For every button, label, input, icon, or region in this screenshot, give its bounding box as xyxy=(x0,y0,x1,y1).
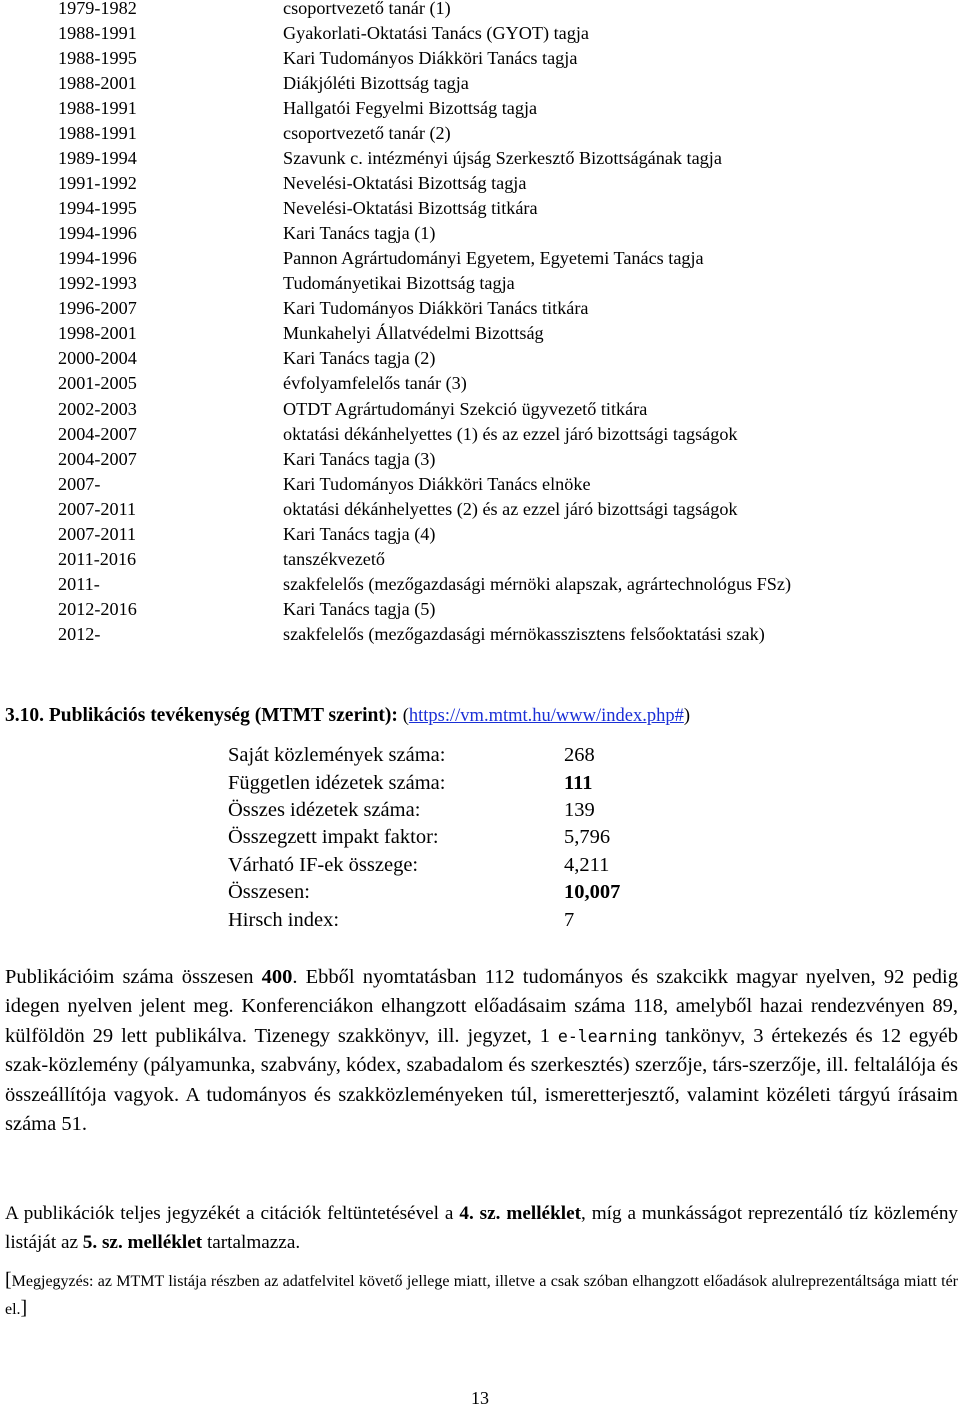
timeline-role: Diákjóléti Bizottság tagja xyxy=(283,73,469,94)
timeline-row xyxy=(58,71,958,96)
timeline-years: 2004-2007 xyxy=(58,448,137,469)
stat-label: Hirsch index: xyxy=(228,908,340,931)
timeline-years: 2002-2003 xyxy=(58,398,137,419)
note-paragraph: [Megjegyzés: az MTMT listája részben az adatfelvitel követő jellege miatt, illetve a csak szóban elhangzott előadások alulreprezentáltsága miatt tér el.] xyxy=(5,1269,958,1319)
stat-row xyxy=(228,742,620,769)
timeline-years: 2012-2016 xyxy=(58,598,137,619)
timeline-role: szakfelelős (mezőgazdasági mérnökasszisztens felsőoktatási szak) xyxy=(283,623,765,644)
timeline-role: Hallgatói Fegyelmi Bizottság tagja xyxy=(283,98,538,119)
timeline-role: Kari Tanács tagja (4) xyxy=(283,523,436,544)
timeline-years: 1988-2001 xyxy=(58,73,137,94)
timeline-years: 2007-2011 xyxy=(58,498,137,519)
timeline-row xyxy=(58,321,958,346)
stat-value: 4,211 xyxy=(564,853,610,876)
timeline-years: 2012- xyxy=(58,623,101,644)
timeline-role: Nevelési-Oktatási Bizottság tagja xyxy=(283,173,527,194)
timeline-row xyxy=(58,196,958,221)
timeline-role: csoportvezető tanár (2) xyxy=(283,123,451,144)
timeline-role: Kari Tanács tagja (5) xyxy=(283,598,436,619)
stat-row xyxy=(228,852,620,879)
timeline-years: 1989-1994 xyxy=(58,148,137,169)
stat-value: 5,796 xyxy=(564,826,611,849)
mtmt-link[interactable]: https://vm.mtmt.hu/www/index.php# xyxy=(408,706,684,726)
timeline-role: Tudományetikai Bizottság tagja xyxy=(283,273,515,294)
timeline-years: 1994-1996 xyxy=(58,223,137,244)
timeline-row xyxy=(58,171,958,196)
stat-label: Összegzett impakt faktor: xyxy=(228,826,439,849)
timeline-row xyxy=(58,221,958,246)
timeline-row xyxy=(58,46,958,71)
timeline-row xyxy=(58,371,958,396)
timeline-role: Kari Tanács tagja (1) xyxy=(283,223,436,244)
stat-value: 139 xyxy=(564,798,595,821)
timeline-role: Kari Tudományos Diákköri Tanács tagja xyxy=(283,48,578,69)
stat-row xyxy=(228,906,620,933)
timeline-years: 1994-1996 xyxy=(58,248,137,269)
timeline-role: Pannon Agrártudományi Egyetem, Egyetemi Tanács tagja xyxy=(283,248,704,269)
timeline-years: 2001-2005 xyxy=(58,373,137,394)
timeline-years: 1979-1982 xyxy=(58,0,137,19)
timeline-row xyxy=(58,447,958,472)
section-heading: 3.10. Publikációs tevékenység (MTMT szerint): (https://vm.mtmt.hu/www/index.php#) xyxy=(5,705,691,726)
timeline-years: 1991-1992 xyxy=(58,173,137,194)
timeline-row xyxy=(58,21,958,46)
stat-row xyxy=(228,879,620,906)
timeline-role: Kari Tudományos Diákköri Tanács elnöke xyxy=(283,473,591,494)
section-title: 3.10. Publikációs tevékenység (MTMT szerint): xyxy=(5,705,398,726)
timeline-role: oktatási dékánhelyettes (2) és az ezzel járó bizottsági tagságok xyxy=(283,498,738,519)
timeline-row xyxy=(58,121,958,146)
timeline-years: 1992-1993 xyxy=(58,273,137,294)
timeline-role: szakfelelős (mezőgazdasági mérnöki alapszak, agrártechnológus FSz) xyxy=(283,573,792,594)
timeline-role: csoportvezető tanár (1) xyxy=(283,0,451,19)
appendix-reference-paragraph: A publikációk teljes jegyzékét a citációk feltüntetésével a 4. sz. melléklet, míg a munkásságot reprezentáló tíz közlemény listáját az 5. sz. melléklet tartalmazza. xyxy=(5,1203,959,1253)
timeline-years: 1998-2001 xyxy=(58,323,137,344)
timeline-row xyxy=(58,0,958,21)
timeline-years: 2000-2004 xyxy=(58,348,137,369)
timeline-years: 2004-2007 xyxy=(58,423,137,444)
timeline-row xyxy=(58,246,958,271)
timeline-years: 2011-2016 xyxy=(58,548,137,569)
stat-value: 268 xyxy=(564,744,595,767)
timeline-row xyxy=(58,622,958,647)
timeline-list xyxy=(58,0,958,647)
timeline-years: 1994-1995 xyxy=(58,198,137,219)
stat-row xyxy=(228,797,620,824)
timeline-row xyxy=(58,597,958,622)
stat-label: Összes idézetek száma: xyxy=(228,798,421,821)
timeline-row xyxy=(58,497,958,522)
timeline-role: Munkahelyi Állatvédelmi Bizottság xyxy=(283,323,544,344)
timeline-row xyxy=(58,296,958,321)
stat-row xyxy=(228,769,620,796)
timeline-role: OTDT Agrártudományi Szekció ügyvezető titkára xyxy=(283,398,648,419)
stat-label: Várható IF-ek összege: xyxy=(228,853,419,876)
stat-label: Független idézetek száma: xyxy=(228,771,446,794)
publication-summary-paragraph: Publikációim száma összesen 400. Ebből nyomtatásban 112 tudományos és szakcikk magyar nyelven, 92 pedig idegen nyelven jelent meg. Konferenciákon elhangzott előadásaim száma 118, amelyből hazai rendezvényen 89, külföldön 29 lett publikálva. Tizenegy szakkönyv, ill. jegyzet, 1 e-learning tankönyv, 3 értekezés és 12 egyéb szak-közlemény (pályamunka, szabvány, kódex, szabadalom és szerkesztés) szerzője, társ-szerzője, ill. feltalálója és összeállítója vagyok. A tudományos és szakközleményeken túl, ismeretterjesztő, valamint közéleti tárgyú írásaim száma 51. xyxy=(5,966,958,1136)
timeline-row xyxy=(58,146,958,171)
timeline-years: 2007- xyxy=(58,473,101,494)
stat-label: Saját közlemények száma: xyxy=(228,744,446,767)
timeline-role: Szavunk c. intézményi újság Szerkesztő Bizottságának tagja xyxy=(283,148,722,169)
timeline-years: 2007-2011 xyxy=(58,523,137,544)
timeline-years: 1996-2007 xyxy=(58,298,137,319)
timeline-row xyxy=(58,472,958,497)
timeline-row xyxy=(58,522,958,547)
timeline-years: 1988-1995 xyxy=(58,48,137,69)
timeline-row xyxy=(58,96,958,121)
timeline-years: 1988-1991 xyxy=(58,98,137,119)
timeline-row xyxy=(58,346,958,371)
timeline-role: Kari Tanács tagja (2) xyxy=(283,348,436,369)
stat-value: 111 xyxy=(564,771,593,794)
timeline-row xyxy=(58,271,958,296)
publication-stats xyxy=(228,742,620,934)
timeline-role: Nevelési-Oktatási Bizottság titkára xyxy=(283,198,538,219)
timeline-row xyxy=(58,422,958,447)
timeline-row xyxy=(58,547,958,572)
timeline-role: oktatási dékánhelyettes (1) és az ezzel járó bizottsági tagságok xyxy=(283,423,738,444)
timeline-role: tanszékvezető xyxy=(283,548,385,569)
timeline-role: Kari Tanács tagja (3) xyxy=(283,448,436,469)
timeline-years: 2011- xyxy=(58,573,100,594)
timeline-row xyxy=(58,397,958,422)
timeline-role: évfolyamfelelős tanár (3) xyxy=(283,373,467,394)
timeline-role: Kari Tudományos Diákköri Tanács titkára xyxy=(283,298,589,319)
page-number: 13 xyxy=(471,1388,489,1408)
stat-value: 7 xyxy=(564,908,575,931)
stat-label: Összesen: xyxy=(228,881,310,904)
timeline-row xyxy=(58,572,958,597)
stat-row xyxy=(228,824,620,851)
timeline-role: Gyakorlati-Oktatási Tanács (GYOT) tagja xyxy=(283,23,589,44)
stat-value: 10,007 xyxy=(564,881,621,904)
timeline-years: 1988-1991 xyxy=(58,23,137,44)
timeline-years: 1988-1991 xyxy=(58,123,137,144)
